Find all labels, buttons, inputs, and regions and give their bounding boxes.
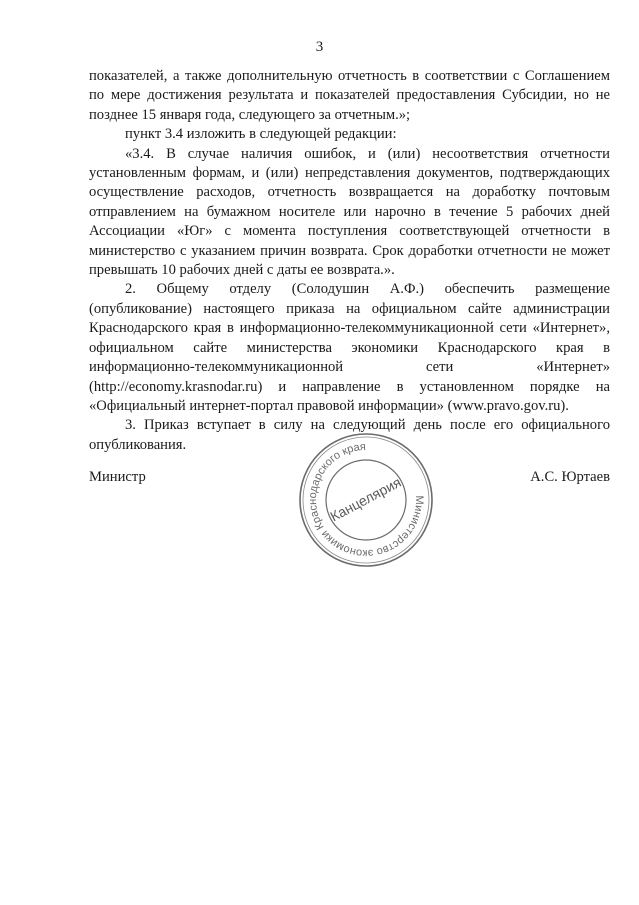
stamp-center-text: Канцелярия	[327, 473, 404, 525]
paragraph-continuation: показателей, а также дополнительную отчетность в соответствии с Соглашением по мере достижения результата и показателей предоставления Субсидии, но не позднее 15 января года, следующего за отчетным.»;	[89, 68, 610, 123]
stamp-ring-text: Министерство экономики Краснодарского края	[306, 440, 426, 560]
signatory-position: Министр	[89, 469, 146, 485]
signatory-name: А.С. Юртаев	[530, 469, 610, 485]
document-body	[89, 67, 610, 455]
paragraph-item-2: 2. Общему отделу (Солодушин А.Ф.) обеспечить размещение (опубликование) настоящего приказа на официальном сайте администрации Краснодарского края в информационно-телекоммуникационной сети «Интернет», официальном сайте министерства экономики Краснодарского края в информационно-телекоммуникационной сети «Интернет» (http://economy.krasnodar.ru) и направление в установленном порядке на «Официальный интернет-портал правовой информации» (www.pravo.gov.ru).	[89, 281, 610, 414]
office-stamp	[296, 430, 436, 570]
paragraph-amendment-intro: пункт 3.4 изложить в следующей редакции:	[125, 126, 397, 143]
paragraph-item-3: 3. Приказ вступает в силу на следующий день после его официального опубликования.	[89, 417, 610, 453]
page-number: 3	[315, 39, 324, 55]
paragraph-clause-3-4: «3.4. В случае наличия ошибок, и (или) несоответствия отчетности установленным формам, и (или) непредставления документов, подтверждающих осуществление расходов, отчетность возвращается на доработку почтовым отправлением на бумажном носителе или нарочно в течение 5 рабочих дней Ассоциации «Юг» с момента поступления соответствующей отчетности в министерство с указанием причин возврата. Срок доработки отчетности не может превышать 10 рабочих дней с даты ее возврата.».	[89, 145, 610, 279]
